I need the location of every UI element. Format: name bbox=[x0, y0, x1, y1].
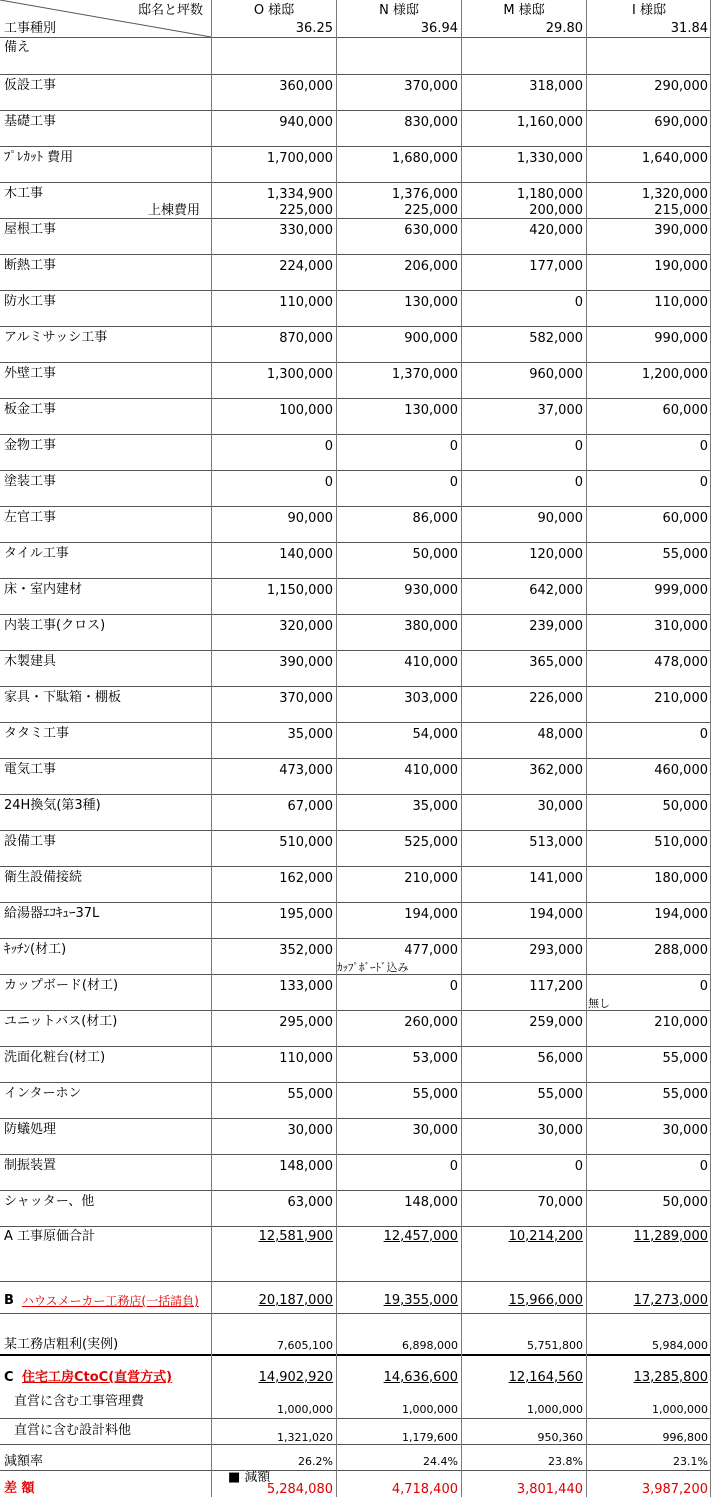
row-divider bbox=[0, 722, 711, 723]
reduction-value-col4: 23.1% bbox=[673, 1455, 708, 1468]
row-value-col4: 210,000 bbox=[654, 1015, 708, 1030]
row-label: 金物工事 bbox=[4, 438, 57, 453]
corner-top-label: 邸名と坪数 bbox=[138, 3, 204, 18]
row-value-col1: 940,000 bbox=[279, 115, 333, 130]
house-header-m: M 様邸 bbox=[503, 3, 545, 18]
row-value-col2: 477,000 bbox=[404, 943, 458, 958]
row-value-col4: 0 bbox=[699, 475, 708, 490]
row-label: ユニットバス(材工) bbox=[4, 1014, 118, 1029]
row-divider bbox=[0, 902, 711, 903]
row-value-col2: 303,000 bbox=[404, 691, 458, 706]
row-label: ﾌﾟﾚｶｯﾄ 費用 bbox=[4, 150, 74, 165]
house-header-n: N 様邸 bbox=[379, 3, 419, 18]
row-divider bbox=[0, 506, 711, 507]
row-value-col2: 53,000 bbox=[412, 1051, 458, 1066]
mgmt-label: 直営に含む工事管理費 bbox=[14, 1394, 145, 1409]
row-value-col2: 1,680,000 bbox=[391, 151, 458, 166]
row-label: 塗装工事 bbox=[4, 474, 57, 489]
row-value-col4: 55,000 bbox=[662, 1051, 708, 1066]
row-label: 屋根工事 bbox=[4, 222, 57, 237]
row-divider bbox=[0, 938, 711, 939]
row-value-col4: 0 bbox=[699, 1159, 708, 1174]
row-label: 床・室内建材 bbox=[4, 582, 83, 597]
row-divider bbox=[0, 146, 711, 147]
row-divider bbox=[0, 290, 711, 291]
row-label: 内装工事(クロス) bbox=[4, 618, 106, 633]
row-divider bbox=[0, 326, 711, 327]
row-label: ｷｯﾁﾝ(材工) bbox=[4, 942, 67, 957]
row-value-col4: 30,000 bbox=[662, 1123, 708, 1138]
row-value-col3: 226,000 bbox=[529, 691, 583, 706]
row-divider bbox=[0, 542, 711, 543]
row-value-col4: 1,320,000 bbox=[641, 187, 708, 202]
row-value-col2: 130,000 bbox=[404, 295, 458, 310]
row-label: 衛生設備接続 bbox=[4, 870, 83, 885]
row-value-col1: 140,000 bbox=[279, 547, 333, 562]
margin-value-col1: 7,605,100 bbox=[277, 1339, 333, 1352]
reduction-value-col2: 24.4% bbox=[423, 1455, 458, 1468]
row-label: 設備工事 bbox=[4, 834, 57, 849]
row-value-col3: 48,000 bbox=[537, 727, 583, 742]
design-value-col1: 1,321,020 bbox=[277, 1431, 333, 1444]
row-divider bbox=[0, 1354, 711, 1356]
total-b-label: ハウスメーカー工務店(一括請負) bbox=[22, 1294, 199, 1308]
row-value-col2: 900,000 bbox=[404, 331, 458, 346]
margin-value-col3: 5,751,800 bbox=[527, 1339, 583, 1352]
row-divider bbox=[0, 1046, 711, 1047]
row-value-col1: 0 bbox=[324, 439, 333, 454]
row-value-col3: 239,000 bbox=[529, 619, 583, 634]
row-value-col1: 90,000 bbox=[287, 511, 333, 526]
row-divider bbox=[0, 578, 711, 579]
row-divider bbox=[0, 37, 711, 38]
row-value-col1: 870,000 bbox=[279, 331, 333, 346]
row-value-col1: 370,000 bbox=[279, 691, 333, 706]
row-value-col3: 318,000 bbox=[529, 79, 583, 94]
row-value-col2: 0 bbox=[449, 439, 458, 454]
row-divider bbox=[0, 830, 711, 831]
row-value-col3: 120,000 bbox=[529, 547, 583, 562]
sub-row-value-col4: 215,000 bbox=[654, 203, 708, 218]
row-value-col4: 1,200,000 bbox=[641, 367, 708, 382]
row-label: 断熱工事 bbox=[4, 258, 57, 273]
row-value-col2: 86,000 bbox=[412, 511, 458, 526]
column-divider bbox=[461, 0, 462, 1497]
row-value-col2: 206,000 bbox=[404, 259, 458, 274]
reduction-marker: ■ 減額 bbox=[228, 1470, 271, 1485]
row-value-col2: 55,000 bbox=[412, 1087, 458, 1102]
margin-label: 某工務店粗利(実例) bbox=[4, 1337, 119, 1352]
row-value-col1: 320,000 bbox=[279, 619, 333, 634]
row-value-col4: 510,000 bbox=[654, 835, 708, 850]
row-value-col3: 30,000 bbox=[537, 799, 583, 814]
row-value-col3: 90,000 bbox=[537, 511, 583, 526]
row-value-col1: 63,000 bbox=[287, 1195, 333, 1210]
row-label: 板金工事 bbox=[4, 402, 57, 417]
row-value-col1: 352,000 bbox=[279, 943, 333, 958]
total-a-label: A 工事原価合計 bbox=[4, 1229, 96, 1244]
row-divider bbox=[0, 1313, 711, 1314]
row-value-col3: 0 bbox=[574, 439, 583, 454]
row-label: 左官工事 bbox=[4, 510, 57, 525]
sub-row-value-col3: 200,000 bbox=[529, 203, 583, 218]
row-value-col1: 473,000 bbox=[279, 763, 333, 778]
row-value-col1: 148,000 bbox=[279, 1159, 333, 1174]
row-value-col4: 390,000 bbox=[654, 223, 708, 238]
row-label: タイル工事 bbox=[4, 546, 69, 561]
row-value-col4: 50,000 bbox=[662, 1195, 708, 1210]
row-value-col3: 582,000 bbox=[529, 331, 583, 346]
row-value-col3: 513,000 bbox=[529, 835, 583, 850]
column-divider bbox=[336, 0, 337, 1497]
row-value-col4: 55,000 bbox=[662, 1087, 708, 1102]
sub-row-value-col1: 225,000 bbox=[279, 203, 333, 218]
row-value-col3: 293,000 bbox=[529, 943, 583, 958]
row-value-col3: 56,000 bbox=[537, 1051, 583, 1066]
row-label: 外壁工事 bbox=[4, 366, 57, 381]
row-value-col4: 290,000 bbox=[654, 79, 708, 94]
note-none: 無し bbox=[588, 997, 610, 1010]
row-value-col4: 60,000 bbox=[662, 403, 708, 418]
row-divider bbox=[0, 974, 711, 975]
row-label: 防蟻処理 bbox=[4, 1122, 57, 1137]
row-value-col2: 35,000 bbox=[412, 799, 458, 814]
reduction-label: 減額率 bbox=[4, 1454, 44, 1469]
row-label: 家具・下駄箱・棚板 bbox=[4, 690, 122, 705]
row-label: 木工事 bbox=[4, 186, 44, 201]
column-divider bbox=[211, 0, 212, 1497]
row-value-col3: 0 bbox=[574, 475, 583, 490]
row-value-col2: 0 bbox=[449, 475, 458, 490]
row-divider bbox=[0, 614, 711, 615]
row-value-col3: 1,180,000 bbox=[516, 187, 583, 202]
tsubo-o: 36.25 bbox=[295, 21, 333, 36]
row-divider bbox=[0, 362, 711, 363]
row-value-col4: 478,000 bbox=[654, 655, 708, 670]
column-divider bbox=[586, 0, 587, 1497]
row-value-col2: 930,000 bbox=[404, 583, 458, 598]
row-value-col3: 420,000 bbox=[529, 223, 583, 238]
row-value-col4: 288,000 bbox=[654, 943, 708, 958]
sub-row-value-col2: 225,000 bbox=[404, 203, 458, 218]
row-value-col2: 30,000 bbox=[412, 1123, 458, 1138]
row-value-col1: 224,000 bbox=[279, 259, 333, 274]
row-divider bbox=[0, 650, 711, 651]
row-value-col3: 37,000 bbox=[537, 403, 583, 418]
row-value-col2: 410,000 bbox=[404, 655, 458, 670]
design-value-col4: 996,800 bbox=[662, 1431, 708, 1444]
row-value-col2: 210,000 bbox=[404, 871, 458, 886]
house-header-o: O 様邸 bbox=[253, 3, 295, 18]
row-value-col2: 260,000 bbox=[404, 1015, 458, 1030]
mgmt-value-col4: 1,000,000 bbox=[652, 1403, 708, 1416]
note-cupboard-included: ｶｯﾌﾟﾎﾞｰﾄﾞ込み bbox=[337, 961, 409, 974]
row-value-col3: 960,000 bbox=[529, 367, 583, 382]
row-divider bbox=[0, 1226, 711, 1227]
design-value-col2: 1,179,600 bbox=[402, 1431, 458, 1444]
row-label: 防水工事 bbox=[4, 294, 57, 309]
row-divider bbox=[0, 1190, 711, 1191]
difference-value-col1: 5,284,080 bbox=[266, 1482, 333, 1497]
row-value-col1: 133,000 bbox=[279, 979, 333, 994]
row-value-col3: 70,000 bbox=[537, 1195, 583, 1210]
margin-value-col2: 6,898,000 bbox=[402, 1339, 458, 1352]
row-value-col4: 110,000 bbox=[654, 295, 708, 310]
margin-value-col4: 5,984,000 bbox=[652, 1339, 708, 1352]
first-row-label: 備え bbox=[4, 40, 31, 55]
row-value-col3: 55,000 bbox=[537, 1087, 583, 1102]
row-value-col4: 310,000 bbox=[654, 619, 708, 634]
row-value-col1: 0 bbox=[324, 475, 333, 490]
row-value-col3: 177,000 bbox=[529, 259, 583, 274]
house-header-i: I 様邸 bbox=[632, 3, 666, 18]
row-value-col1: 30,000 bbox=[287, 1123, 333, 1138]
row-value-col1: 110,000 bbox=[279, 1051, 333, 1066]
row-value-col3: 194,000 bbox=[529, 907, 583, 922]
row-label: インターホン bbox=[4, 1086, 82, 1101]
row-value-col3: 365,000 bbox=[529, 655, 583, 670]
row-value-col1: 110,000 bbox=[279, 295, 333, 310]
row-value-col3: 362,000 bbox=[529, 763, 583, 778]
tsubo-i: 31.84 bbox=[670, 21, 708, 36]
row-value-col4: 180,000 bbox=[654, 871, 708, 886]
row-value-col4: 50,000 bbox=[662, 799, 708, 814]
total-b-value-col3: 15,966,000 bbox=[508, 1293, 583, 1308]
design-value-col3: 950,360 bbox=[537, 1431, 583, 1444]
row-value-col3: 1,330,000 bbox=[516, 151, 583, 166]
row-value-col2: 370,000 bbox=[404, 79, 458, 94]
row-divider bbox=[0, 434, 711, 435]
row-value-col1: 162,000 bbox=[279, 871, 333, 886]
row-value-col1: 1,334,900 bbox=[266, 187, 333, 202]
row-value-col2: 830,000 bbox=[404, 115, 458, 130]
row-value-col3: 0 bbox=[574, 1159, 583, 1174]
row-value-col2: 525,000 bbox=[404, 835, 458, 850]
row-label: 24H換気(第3種) bbox=[4, 798, 101, 813]
total-c-prefix: C bbox=[4, 1370, 14, 1385]
row-value-col4: 690,000 bbox=[654, 115, 708, 130]
row-value-col2: 410,000 bbox=[404, 763, 458, 778]
row-value-col2: 54,000 bbox=[412, 727, 458, 742]
row-value-col4: 0 bbox=[699, 727, 708, 742]
row-label: タタミ工事 bbox=[4, 726, 70, 741]
row-value-col2: 0 bbox=[449, 979, 458, 994]
row-divider bbox=[0, 794, 711, 795]
row-value-col1: 100,000 bbox=[279, 403, 333, 418]
mgmt-value-col2: 1,000,000 bbox=[402, 1403, 458, 1416]
total-b-value-col4: 17,273,000 bbox=[633, 1293, 708, 1308]
row-value-col1: 510,000 bbox=[279, 835, 333, 850]
row-value-col4: 1,640,000 bbox=[641, 151, 708, 166]
row-value-col1: 195,000 bbox=[279, 907, 333, 922]
total-b-prefix: B bbox=[4, 1293, 14, 1308]
row-value-col4: 999,000 bbox=[654, 583, 708, 598]
row-value-col1: 390,000 bbox=[279, 655, 333, 670]
row-value-col4: 55,000 bbox=[662, 547, 708, 562]
difference-label: 差 額 bbox=[4, 1481, 35, 1496]
difference-value-col2: 4,718,400 bbox=[391, 1482, 458, 1497]
row-divider bbox=[0, 1082, 711, 1083]
sub-row-label: 上棟費用 bbox=[148, 203, 201, 218]
row-value-col1: 1,700,000 bbox=[266, 151, 333, 166]
row-value-col3: 30,000 bbox=[537, 1123, 583, 1138]
row-divider bbox=[0, 110, 711, 111]
tsubo-n: 36.94 bbox=[420, 21, 458, 36]
tsubo-m: 29.80 bbox=[545, 21, 583, 36]
row-value-col4: 60,000 bbox=[662, 511, 708, 526]
row-divider bbox=[0, 74, 711, 75]
row-divider bbox=[0, 1470, 711, 1471]
row-value-col4: 990,000 bbox=[654, 331, 708, 346]
row-value-col1: 1,300,000 bbox=[266, 367, 333, 382]
row-value-col1: 35,000 bbox=[287, 727, 333, 742]
row-value-col2: 130,000 bbox=[404, 403, 458, 418]
row-value-col4: 210,000 bbox=[654, 691, 708, 706]
design-label: 直営に含む設計料他 bbox=[14, 1423, 132, 1438]
row-divider bbox=[0, 866, 711, 867]
row-divider bbox=[0, 1010, 711, 1011]
row-value-col4: 0 bbox=[699, 439, 708, 454]
row-value-col2: 0 bbox=[449, 1159, 458, 1174]
row-label: シャッター、他 bbox=[4, 1194, 95, 1209]
row-value-col2: 1,370,000 bbox=[391, 367, 458, 382]
row-label: アルミサッシ工事 bbox=[4, 330, 108, 345]
row-divider bbox=[0, 1418, 711, 1419]
row-divider bbox=[0, 1444, 711, 1445]
total-c-value-col4: 13,285,800 bbox=[633, 1370, 708, 1385]
row-value-col3: 1,160,000 bbox=[516, 115, 583, 130]
row-value-col1: 67,000 bbox=[287, 799, 333, 814]
row-divider bbox=[0, 758, 711, 759]
mgmt-value-col3: 1,000,000 bbox=[527, 1403, 583, 1416]
difference-value-col3: 3,801,440 bbox=[516, 1482, 583, 1497]
row-value-col1: 1,150,000 bbox=[266, 583, 333, 598]
row-divider bbox=[0, 686, 711, 687]
row-value-col3: 117,200 bbox=[529, 979, 583, 994]
total-c-value-col2: 14,636,600 bbox=[383, 1370, 458, 1385]
corner-bottom-label: 工事種別 bbox=[4, 21, 57, 36]
row-value-col3: 141,000 bbox=[529, 871, 583, 886]
row-value-col2: 1,376,000 bbox=[391, 187, 458, 202]
total-a-value-col1: 12,581,900 bbox=[258, 1229, 333, 1244]
difference-value-col4: 3,987,200 bbox=[641, 1482, 708, 1497]
row-divider bbox=[0, 470, 711, 471]
row-value-col1: 330,000 bbox=[279, 223, 333, 238]
reduction-value-col1: 26.2% bbox=[298, 1455, 333, 1468]
total-a-value-col3: 10,214,200 bbox=[508, 1229, 583, 1244]
row-label: 基礎工事 bbox=[4, 114, 57, 129]
row-value-col1: 360,000 bbox=[279, 79, 333, 94]
row-divider bbox=[0, 1154, 711, 1155]
total-c-label: 住宅工房CtoC(直営方式) bbox=[22, 1370, 173, 1385]
total-a-value-col2: 12,457,000 bbox=[383, 1229, 458, 1244]
total-c-value-col3: 12,164,560 bbox=[508, 1370, 583, 1385]
row-label: 木製建具 bbox=[4, 654, 57, 669]
row-value-col2: 194,000 bbox=[404, 907, 458, 922]
row-divider bbox=[0, 182, 711, 183]
row-divider bbox=[0, 398, 711, 399]
row-value-col1: 55,000 bbox=[287, 1087, 333, 1102]
row-label: 仮設工事 bbox=[4, 78, 57, 93]
row-label: 電気工事 bbox=[4, 762, 57, 777]
row-value-col4: 194,000 bbox=[654, 907, 708, 922]
row-value-col4: 0 bbox=[699, 979, 708, 994]
row-label: 洗面化粧台(材工) bbox=[4, 1050, 106, 1065]
row-value-col2: 50,000 bbox=[412, 547, 458, 562]
row-divider bbox=[0, 218, 711, 219]
row-label: カップボード(材工) bbox=[4, 978, 119, 993]
total-b-value-col1: 20,187,000 bbox=[258, 1293, 333, 1308]
total-b-value-col2: 19,355,000 bbox=[383, 1293, 458, 1308]
row-value-col3: 259,000 bbox=[529, 1015, 583, 1030]
total-a-value-col4: 11,289,000 bbox=[633, 1229, 708, 1244]
row-value-col2: 380,000 bbox=[404, 619, 458, 634]
row-value-col4: 460,000 bbox=[654, 763, 708, 778]
row-divider bbox=[0, 1281, 711, 1282]
reduction-value-col3: 23.8% bbox=[548, 1455, 583, 1468]
row-label: 給湯器ｴｺｷｭｰ37L bbox=[4, 906, 100, 921]
row-divider bbox=[0, 1118, 711, 1119]
total-c-value-col1: 14,902,920 bbox=[258, 1370, 333, 1385]
row-value-col3: 642,000 bbox=[529, 583, 583, 598]
row-value-col2: 630,000 bbox=[404, 223, 458, 238]
mgmt-value-col1: 1,000,000 bbox=[277, 1403, 333, 1416]
row-label: 制振装置 bbox=[4, 1158, 57, 1173]
row-value-col3: 0 bbox=[574, 295, 583, 310]
row-value-col2: 148,000 bbox=[404, 1195, 458, 1210]
row-divider bbox=[0, 254, 711, 255]
row-value-col1: 295,000 bbox=[279, 1015, 333, 1030]
row-value-col4: 190,000 bbox=[654, 259, 708, 274]
